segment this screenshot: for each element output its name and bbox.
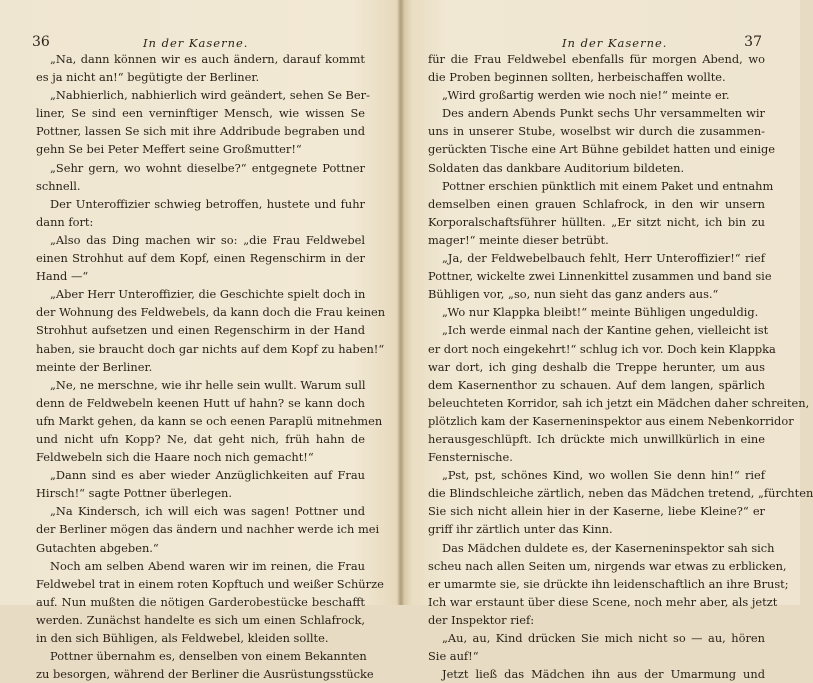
- text-line: Gutachten abgeben.“: [36, 540, 159, 555]
- text-line: „Wird großartig werden wie noch nie!“ meinte er.: [442, 88, 730, 103]
- text-line: uns in unserer Stube, woselbst wir durch die zusammen-: [428, 124, 765, 139]
- text-line: dann fort:: [36, 214, 94, 229]
- text-line: der Berliner mögen das ändern und nachher werde ich mei: [36, 522, 380, 537]
- right-page: [402, 0, 813, 682]
- text-line: denn de Feldwebeln keenen Hutt uf hahn? se kann doch: [36, 395, 365, 410]
- text-line: gerückten Tische eine Art Bühne gebildet hatten und einige: [428, 142, 776, 157]
- left-page-header: [0, 34, 400, 50]
- text-line: Noch am selben Abend waren wir im reinen, die Frau: [50, 558, 365, 573]
- text-line: für die Frau Feldwebel ebenfalls für morgen Abend, wo: [428, 52, 765, 66]
- page-number: 36: [32, 34, 50, 50]
- text-line: Pottner, wickelte zwei Linnenkittel zusammen und band sie: [428, 269, 772, 284]
- text-line: die Proben beginnen sollten, herbeischaffen wollte.: [428, 70, 726, 85]
- text-line: „Wo nur Klappka bleibt!“ meinte Bühligen ungeduldig.: [442, 305, 759, 320]
- text-line: beleuchteten Korridor, sah ich jetzt ein Mädchen daher schreiten,: [428, 395, 810, 410]
- text-line: „Na, dann können wir es auch ändern, darauf kommt: [50, 52, 365, 66]
- text-line: der Wohnung des Feldwebels, da kann doch die Frau keinen: [36, 305, 386, 320]
- text-line: werden. Zunächst handelte es sich um einen Schlafrock,: [36, 612, 365, 627]
- text-line: Jetzt ließ das Mädchen ihn aus der Umarmung und: [442, 667, 765, 682]
- text-line: ufn Markt gehen, da kann se och eenen Paraplü mitnehmen: [36, 413, 383, 428]
- text-line: schnell.: [36, 178, 81, 193]
- text-line: „Ja, der Feldwebelbauch fehlt, Herr Unteroffizier!“ rief: [442, 251, 765, 266]
- text-line: haben, sie braucht doch gar nichts auf dem Kopf zu haben!“: [36, 341, 385, 356]
- text-line: plötzlich kam der Kaserneninspektor aus einem Nebenkorridor: [428, 413, 794, 428]
- text-line: Ich war erstaunt über diese Scene, noch mehr aber, als jetzt: [428, 594, 778, 609]
- text-line: scheu nach allen Seiten um, nirgends war etwas zu erblicken,: [428, 558, 787, 573]
- text-line: liner, Se sind een verninftiger Mensch, wie wissen Se: [36, 106, 365, 121]
- text-line: einen Strohhut auf dem Kopf, einen Regenschirm in der: [36, 251, 365, 266]
- text-line: herausgeschlüpft. Ich drückte mich unwillkürlich in eine: [428, 431, 765, 446]
- text-line: „Ich werde einmal nach der Kantine gehen, vielleicht ist: [442, 323, 769, 338]
- text-line: es ja nicht an!“ begütigte der Berliner.: [36, 70, 260, 85]
- text-line: Strohhut aufsetzen und einen Regenschirm in der Hand: [36, 323, 365, 338]
- text-line: auf. Nun mußten die nötigen Garderobestücke beschafft: [36, 594, 365, 609]
- text-line: und nicht ufn Kopp? Ne, dat geht nich, früh hahn de: [36, 431, 365, 446]
- right-page-body: [428, 50, 813, 683]
- text-line: war dort, ich ging deshalb die Treppe herunter, um aus: [428, 359, 765, 374]
- text-line: „Au, au, Kind drücken Sie mich nicht so — au, hören: [442, 631, 765, 645]
- text-line: Hirsch!“ sagte Pottner überlegen.: [36, 486, 233, 501]
- text-line: Korporalschaftsführer hüllten. „Er sitzt nicht, ich bin zu: [428, 214, 765, 229]
- text-line: „Ne, ne merschne, wie ihr helle sein wullt. Warum sull: [50, 377, 366, 392]
- left-page: [0, 0, 400, 682]
- running-head: In der Kaserne.: [562, 36, 668, 50]
- text-line: „Nabhierlich, nabhierlich wird geändert, sehen Se Ber-: [50, 88, 370, 103]
- text-line: mager!“ meinte dieser betrübt.: [428, 232, 609, 247]
- text-line: Feldwebeln sich die Haare noch nich gemacht!“: [36, 450, 314, 465]
- text-line: er umarmte sie, sie drückte ihn leidenschaftlich an ihre Brust;: [428, 576, 789, 591]
- text-line: meinte der Berliner.: [36, 359, 153, 374]
- text-line: Sie auf!“: [428, 649, 479, 664]
- text-line: in den sich Bühligen, als Feldwebel, kleiden sollte.: [36, 631, 329, 645]
- text-line: gehn Se bei Peter Meffert seine Großmutter!“: [36, 142, 302, 157]
- text-line: zu besorgen, während der Berliner die Ausrüstungsstücke: [36, 667, 374, 682]
- text-line: „Also das Ding machen wir so: „die Frau Feldwebel: [50, 232, 365, 247]
- text-line: „Dann sind es aber wieder Anzüglichkeiten auf Frau: [50, 468, 365, 483]
- running-head: In der Kaserne.: [143, 36, 249, 50]
- text-line: Der Unteroffizier schwieg betroffen, hustete und fuhr: [50, 196, 365, 211]
- text-line: Pottner, lassen Se sich mit ihre Addribude begraben und: [36, 124, 365, 139]
- text-line: Pottner erschien pünktlich mit einem Paket und entnahm: [442, 178, 774, 193]
- text-line: die Blindschleiche zärtlich, neben das Mädchen tretend, „fürchten: [428, 486, 813, 501]
- text-line: „Sehr gern, wo wohnt dieselbe?“ entgegnete Pottner: [50, 160, 365, 175]
- text-line: „Pst, pst, schönes Kind, wo wollen Sie denn hin!“ rief: [442, 468, 765, 483]
- text-line: er dort noch eingekehrt!“ schlug ich vor. Doch kein Klappka: [428, 341, 776, 356]
- page-number: 37: [744, 34, 762, 50]
- text-line: „Na Kindersch, ich will eich was sagen! Pottner und: [50, 504, 365, 519]
- text-line: dem Kasernenthor zu schauen. Auf dem langen, spärlich: [428, 377, 765, 392]
- text-line: Fensternische.: [428, 450, 513, 465]
- text-line: Sie sich nicht allein hier in der Kaserne, liebe Kleine?“ er: [428, 504, 765, 519]
- text-line: Soldaten das dankbare Auditorium bildeten.: [428, 160, 685, 175]
- text-line: griff ihr zärtlich unter das Kinn.: [428, 522, 613, 537]
- text-line: Des andern Abends Punkt sechs Uhr versammelten wir: [442, 106, 765, 121]
- text-line: Feldwebel trat in einem roten Kopftuch und weißer Schürze: [36, 576, 384, 591]
- right-page-header: [402, 34, 800, 50]
- text-line: Pottner übernahm es, denselben von einem Bekannten: [50, 649, 367, 664]
- text-line: „Aber Herr Unteroffizier, die Geschichte spielt doch in: [50, 287, 366, 302]
- text-line: Hand —“: [36, 269, 89, 284]
- text-line: demselben einen grauen Schlafrock, in den wir unsern: [428, 196, 765, 211]
- left-page-body: [36, 50, 386, 683]
- text-line: Das Mädchen duldete es, der Kaserneninspektor sah sich: [442, 540, 775, 555]
- text-line: der Inspektor rief:: [428, 612, 535, 627]
- text-line: Bühligen vor, „so, nun sieht das ganz anders aus.“: [428, 287, 719, 302]
